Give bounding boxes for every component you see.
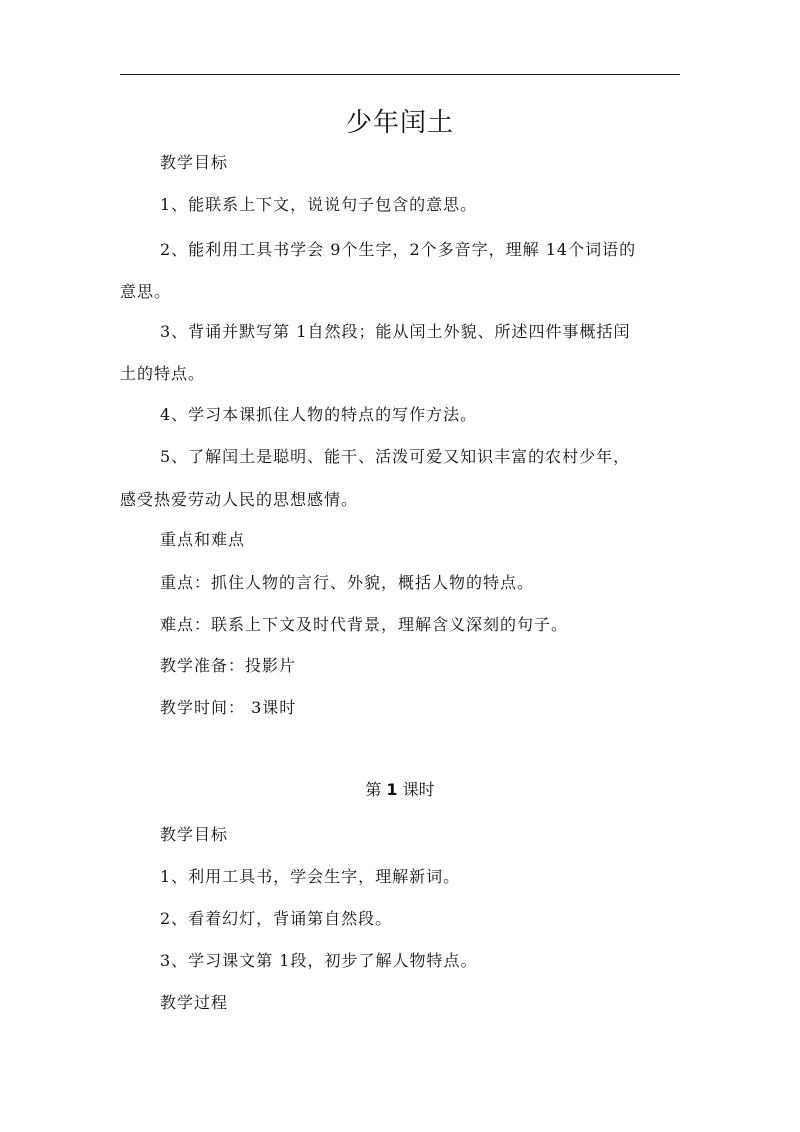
lesson-goal-line: 1、利用工具书，学会生字，理解新词。 [160,867,461,886]
section-heading-key-points: 重点和难点 [160,530,246,549]
section-heading-process: 教学过程 [160,993,229,1012]
lesson-label [0,780,800,800]
goal-line: 意思。 [120,282,172,301]
goal-line: 4、学习本课抓住人物的特点的写作方法。 [160,405,478,424]
document-title: 少年闰土 [345,108,454,138]
teaching-time-line: 教学时间： 3课时 [160,698,297,717]
goal-line: 1、能联系上下文，说说句子包含的意思。 [160,195,478,214]
lesson-label-number: 1 [386,780,398,799]
preparation-line: 教学准备：投影片 [160,656,297,675]
lesson-goal-line: 3、学习课文第 1段，初步了解人物特点。 [160,951,478,970]
section-heading-lesson-goals: 教学目标 [160,825,229,844]
goal-line: 土的特点。 [120,364,206,383]
section-heading-goals: 教学目标 [160,153,229,172]
lesson-label-prefix: 第 [365,780,382,799]
difficulty-line: 难点：联系上下文及时代背景，理解含义深刻的句子。 [160,615,569,634]
goal-line: 3、背诵并默写第 1自然段；能从闰土外貌、所述四件事概括闰 [160,322,631,341]
key-point-line: 重点：抓住人物的言行、外貌，概括人物的特点。 [160,573,535,592]
header-rule [120,74,680,75]
lesson-label-suffix: 课时 [402,780,435,799]
lesson-goal-line: 2、看着幻灯，背诵第自然段。 [160,909,393,928]
goal-line: 5、了解闰土是聪明、能干、活泼可爱又知识丰富的农村少年， [160,447,631,466]
goal-line: 感受热爱劳动人民的思想感情。 [120,490,359,509]
goal-line: 2、能利用工具书学会 9个生字，2个多音字，理解 14个词语的 [160,240,637,259]
